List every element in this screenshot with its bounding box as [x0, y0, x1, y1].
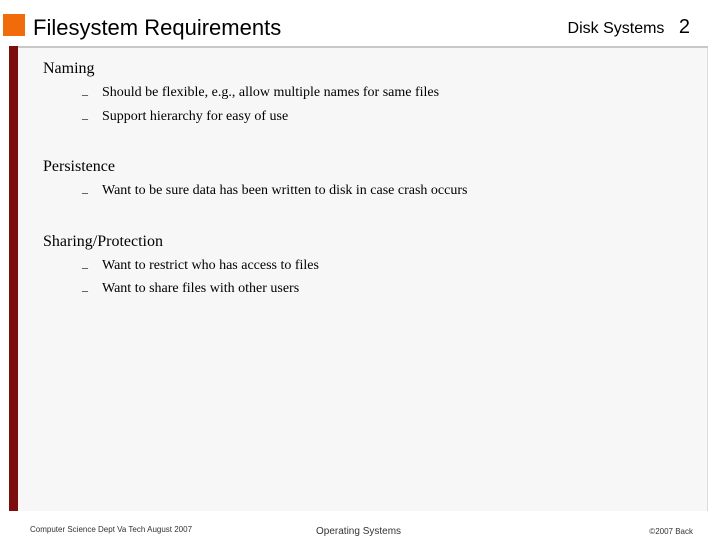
section-label: Disk Systems	[567, 20, 665, 37]
bullet-text: Want to be sure data has been written to disk in case crash occurs	[102, 183, 468, 198]
bullet-dash: –	[82, 111, 88, 125]
bullet-dash: –	[82, 260, 88, 274]
slide-title: Filesystem Requirements	[33, 15, 282, 40]
bullet-text: Should be flexible, e.g., allow multiple names for same files	[102, 85, 440, 100]
section-heading-persistence: Persistence	[43, 158, 115, 175]
bullet-text: Want to restrict who has access to files	[102, 258, 319, 273]
footer-center: Operating Systems	[316, 526, 402, 537]
bullet-text: Support hierarchy for easy of use	[102, 109, 289, 124]
bullet-dash: –	[82, 283, 88, 297]
left-accent-bar	[9, 46, 18, 511]
header-right	[568, 16, 690, 39]
section-heading-sharing: Sharing/Protection	[43, 233, 163, 250]
section-heading-naming: Naming	[43, 60, 95, 77]
bullet-dash: –	[82, 87, 88, 101]
footer-right: ©2007 Back	[649, 527, 693, 536]
title-accent-box	[3, 14, 25, 36]
bullet-dash: –	[82, 185, 88, 199]
footer-left: Computer Science Dept Va Tech August 2007	[30, 525, 193, 534]
bullet-text: Want to share files with other users	[102, 281, 300, 296]
slide-number: 2	[678, 16, 690, 38]
